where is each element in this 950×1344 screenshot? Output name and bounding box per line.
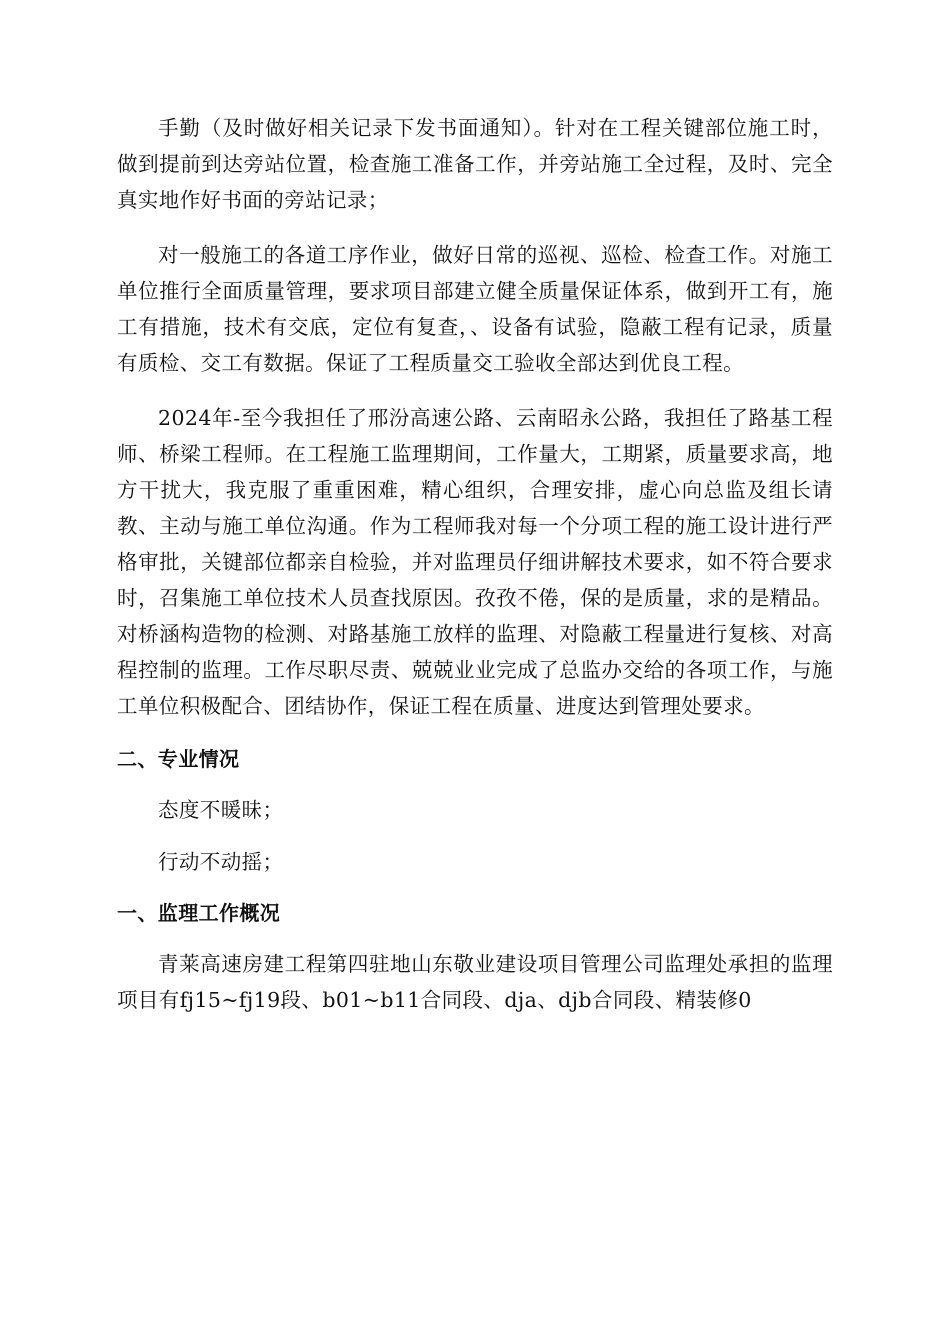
document-page [117,110,833,1018]
line-attitude: 态度不暖昧； [158,798,284,822]
paragraph-project-overview: 青莱高速房建工程第四驻地山东敬业建设项目管理公司监理处承担的监理项目有fj15~fj19段、b01~b11合同段、dja、djb合同段、精装修0 [117,952,833,1012]
heading-supervision-overview: 一、监理工作概况 [117,901,281,925]
paragraph-engineer-experience: 2024年-至今我担任了邢汾高速公路、云南昭永公路，我担任了路基工程师、桥梁工程师。在工程施工监理期间，工作量大，工期紧，质量要求高，地方干扰大，我克服了重重困难，精心组织，合理安排，虚心向总监及组长请教、主动与施工单位沟通。作为工程师我对每一个分项工程的施工设计进行严格审批，关键部位都亲自检验，并对监理员仔细讲解技术要求，如不符合要求时，召集施工单位技术人员查找原因。孜孜不倦，保的是质量，求的是精品。对桥涵构造物的检测、对路基施工放样的监理、对隐蔽工程量进行复核、对高程控制的监理。工作尽职尽责、兢兢业业完成了总监办交给的各项工作，与施工单位积极配合、团结协作，保证工程在质量、进度达到管理处要求。 [117,406,833,718]
paragraph-supervision-diligence: 手勤（及时做好相关记录下发书面通知）。针对在工程关键部位施工时，做到提前到达旁站位置，检查施工准备工作，并旁站施工全过程，及时、完全真实地作好书面的旁站记录； [117,116,833,212]
line-action: 行动不动摇； [158,850,284,874]
paragraph-routine-inspection: 对一般施工的各道工序作业，做好日常的巡视、巡检、检查工作。对施工单位推行全面质量管理，要求项目部建立健全质量保证体系，做到开工有，施工有措施，技术有交底，定位有复查，、设备有试验，隐蔽工程有记录，质量有质检、交工有数据。保证了工程质量交工验收全部达到优良工程。 [117,243,833,375]
heading-professional-situation: 二、专业情况 [117,747,240,771]
